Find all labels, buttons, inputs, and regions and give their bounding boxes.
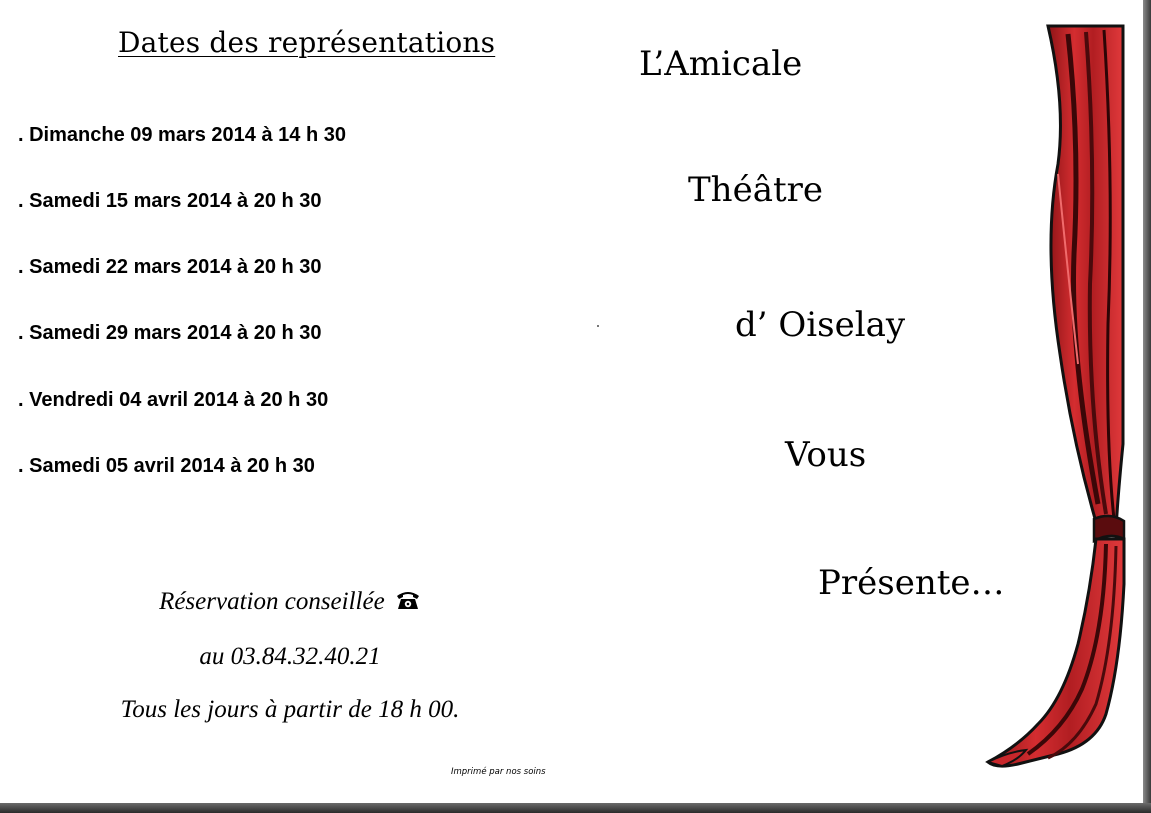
telephone-icon: [395, 589, 421, 618]
dates-heading: Dates des représentations: [118, 26, 496, 59]
stray-dot: [597, 325, 599, 327]
title-presente: Présente…: [818, 563, 1005, 603]
page-edge-shadow: [1143, 0, 1151, 813]
date-item: . Vendredi 04 avril 2014 à 20 h 30: [18, 389, 329, 411]
date-item: . Samedi 22 mars 2014 à 20 h 30: [18, 256, 322, 278]
title-oiselay: d’ Oiselay: [735, 305, 906, 345]
reservation-text: Réservation conseillée: [159, 588, 385, 615]
reservation-hours: Tous les jours à partir de 18 h 00.: [120, 696, 460, 723]
reservation-line-1: [0, 588, 580, 618]
date-item: . Samedi 15 mars 2014 à 20 h 30: [18, 190, 322, 212]
reservation-phone: au 03.84.32.40.21: [199, 643, 381, 670]
title-amicale: L’Amicale: [639, 44, 803, 84]
date-item: . Samedi 29 mars 2014 à 20 h 30: [18, 322, 322, 344]
printed-note: Imprimé par nos soins: [451, 767, 546, 777]
red-curtain-illustration: [978, 24, 1128, 778]
date-item: . Dimanche 09 mars 2014 à 14 h 30: [18, 124, 346, 146]
page-bottom-shadow: [0, 803, 1151, 813]
title-vous: Vous: [785, 435, 867, 475]
date-item: . Samedi 05 avril 2014 à 20 h 30: [18, 455, 315, 477]
title-theatre: Théâtre: [688, 170, 824, 210]
